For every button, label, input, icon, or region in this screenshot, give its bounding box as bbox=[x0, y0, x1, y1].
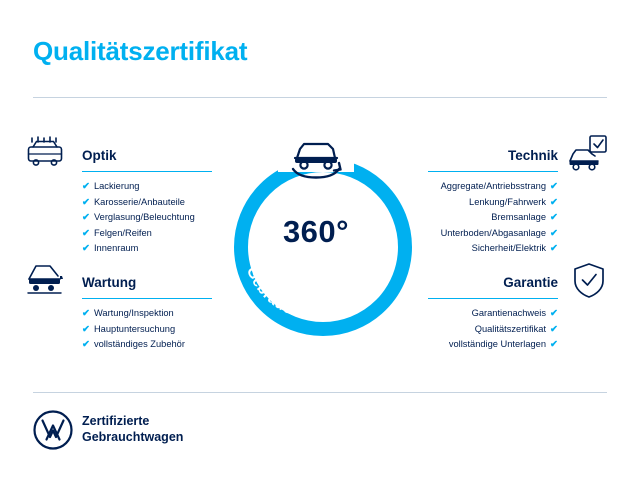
section-heading-optik: Optik bbox=[82, 148, 117, 163]
check-icon: ✔ bbox=[550, 243, 558, 254]
section-rule-garantie bbox=[428, 298, 558, 299]
checklist-optik bbox=[82, 179, 195, 257]
footer-text bbox=[82, 413, 183, 445]
car-lift-icon bbox=[27, 258, 73, 301]
list-item: ✔ Wartung/Inspektion bbox=[82, 308, 174, 319]
section-heading-garantie: Garantie bbox=[503, 275, 558, 290]
check-icon: ✔ bbox=[550, 212, 558, 223]
list-item: ✔ Felgen/Reifen bbox=[82, 227, 152, 239]
gebrauchtwagen-check-badge bbox=[226, 150, 406, 330]
title-divider bbox=[33, 97, 607, 98]
list-item: vollständige Unterlagen ✔ bbox=[448, 339, 558, 350]
list-item: ✔ Karosserie/Anbauteile bbox=[82, 196, 185, 208]
list-item: ✔ Innenraum bbox=[82, 243, 139, 254]
checklist-wartung bbox=[82, 306, 185, 353]
list-item: Bremsanlage ✔ bbox=[491, 212, 558, 223]
check-icon: ✔ bbox=[82, 227, 90, 239]
page-title: Qualitätszertifikat bbox=[33, 36, 248, 66]
list-item: ✔ Lackierung bbox=[82, 181, 140, 192]
check-icon: ✔ bbox=[550, 227, 558, 239]
list-item: ✔ Hauptuntersuchung bbox=[82, 323, 176, 335]
car-checklist-icon bbox=[568, 134, 612, 179]
list-item: Garantienachweis ✔ bbox=[471, 308, 558, 319]
checklist-technik bbox=[388, 179, 558, 257]
list-item: Sicherheit/Elektrik ✔ bbox=[471, 243, 558, 254]
volkswagen-logo bbox=[33, 410, 73, 450]
car-360-rotation-icon bbox=[284, 132, 348, 180]
check-icon: ✔ bbox=[550, 181, 558, 192]
list-item: Lenkung/Fahrwerk ✔ bbox=[469, 196, 558, 208]
check-icon: ✔ bbox=[82, 196, 90, 208]
check-icon: ✔ bbox=[550, 308, 558, 319]
check-icon: ✔ bbox=[82, 181, 90, 192]
car-wash-icon bbox=[27, 134, 71, 179]
list-item: Qualitätszertifikat ✔ bbox=[474, 323, 558, 335]
check-icon: ✔ bbox=[82, 243, 90, 254]
check-icon: ✔ bbox=[82, 212, 90, 223]
section-rule-optik bbox=[82, 171, 212, 172]
check-icon: ✔ bbox=[82, 308, 90, 319]
section-heading-wartung: Wartung bbox=[82, 275, 137, 290]
check-icon: ✔ bbox=[82, 339, 90, 350]
list-item: ✔ Verglasung/Beleuchtung bbox=[82, 212, 195, 223]
list-item: ✔ vollständiges Zubehör bbox=[82, 339, 185, 350]
check-icon: ✔ bbox=[82, 323, 90, 335]
checklist-garantie bbox=[388, 306, 558, 353]
svg-text:Gebrauchtwagen-Check: Gebrauchtwagen-Check bbox=[242, 264, 390, 324]
list-item: Unterboden/Abgasanlage ✔ bbox=[440, 227, 558, 239]
check-icon: ✔ bbox=[550, 339, 558, 350]
section-heading-technik: Technik bbox=[507, 148, 558, 163]
section-rule-technik bbox=[428, 171, 558, 172]
footer-line-1: Zertifizierte bbox=[82, 414, 150, 428]
footer-line-2: Gebrauchtwagen bbox=[82, 430, 184, 444]
footer-divider bbox=[33, 392, 607, 393]
section-rule-wartung bbox=[82, 298, 212, 299]
check-icon: ✔ bbox=[550, 196, 558, 208]
badge-degrees: 360° bbox=[282, 214, 350, 249]
shield-check-icon bbox=[572, 262, 608, 307]
list-item: Aggregate/Antriebsstrang ✔ bbox=[440, 181, 558, 192]
check-icon: ✔ bbox=[550, 323, 558, 335]
